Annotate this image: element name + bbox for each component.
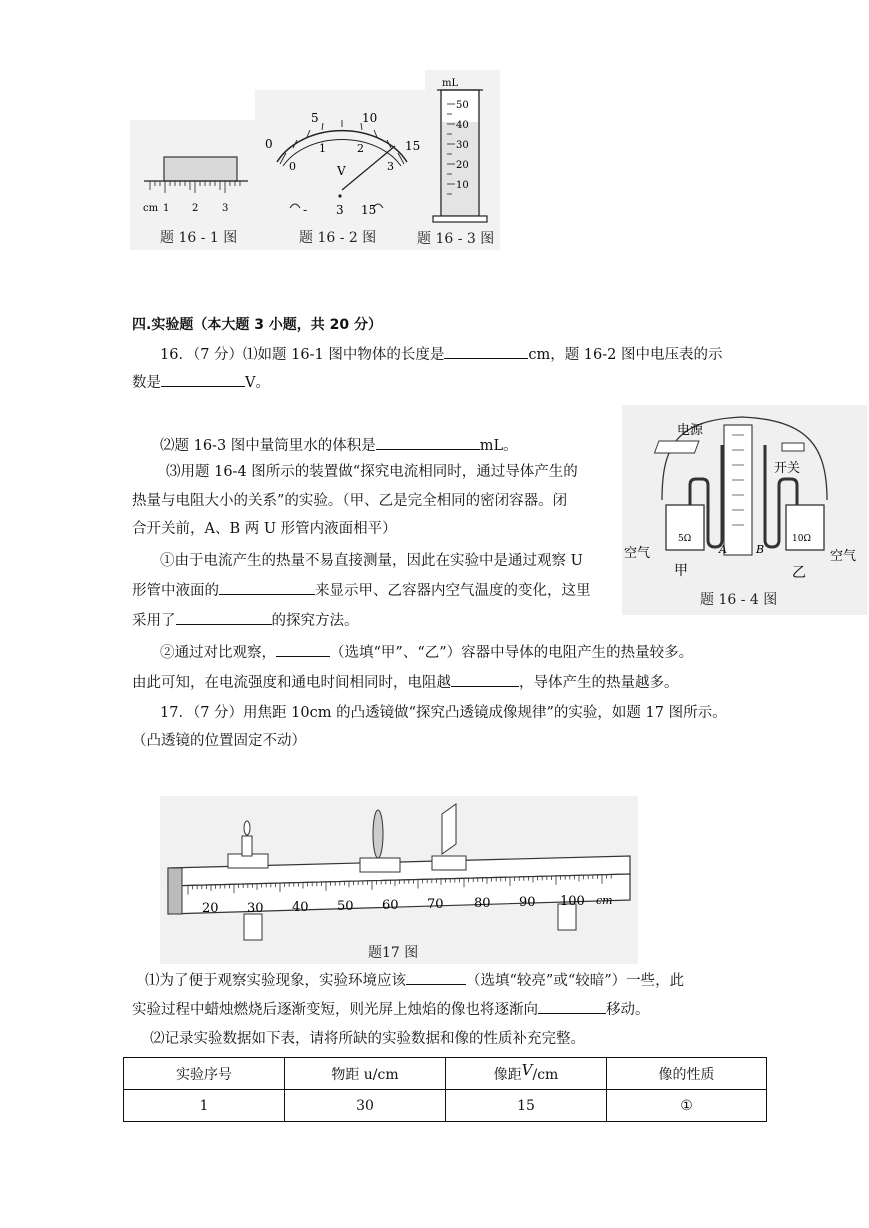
q16-text: 数是 [132,375,161,391]
cylinder-label: 50 [456,100,469,111]
terminal-label: 15 [361,203,377,217]
voltmeter-unit: V [337,164,346,178]
q17-text: 移动。 [606,1002,650,1018]
bench-scale-label: 20 [202,901,219,916]
voltmeter-inner-label: 1 [319,142,326,155]
figure-16-2-voltmeter [255,90,425,250]
q16-sub1-line1: ①由于电流产生的热量不易直接测量，因此在实验中是通过观察 U [160,553,583,569]
ruler-unit: cm [143,203,159,214]
candle [242,836,252,856]
table-cell-answer[interactable]: ① [607,1090,767,1122]
experiment-data-table [123,1057,767,1122]
table-cell: 1 [124,1090,285,1122]
q16-text: 形管中液面的 [132,583,219,599]
voltmeter-outer-label: 15 [405,139,421,153]
measured-block [164,157,237,181]
voltmeter-diagram [255,90,425,250]
switch [782,443,804,451]
q16-sub2-line1 [160,642,693,663]
ruler-tick-label: 1 [163,203,170,214]
figure-16-1-ruler [130,120,255,250]
ruler-tick-label: 3 [222,203,229,214]
q16-text: ⑵题 16-3 图中量筒里水的体积是 [160,438,376,454]
bench-scale-label: 40 [292,900,309,915]
answer-blank-volume[interactable] [376,435,480,450]
answer-blank-liquid-level[interactable] [219,580,315,595]
answer-blank-direction[interactable] [538,999,606,1014]
q16-sub1-line2 [132,580,591,601]
figure-16-4-circuit [622,405,867,615]
cylinder-diagram [425,70,500,250]
terminal-label: - [303,203,308,217]
cylinder-label: 20 [456,160,469,171]
answer-blank-container[interactable] [276,642,330,657]
q16-part3-line2: 热量与电阻大小的关系”的实验。（甲、乙是完全相同的密闭容器。闭 [132,493,568,509]
q16-text: 16．（7 分）⑴如题 16-1 图中物体的长度是 [160,347,445,363]
cylinder-label: 10 [456,180,469,191]
bench-scale-label: 60 [382,898,399,913]
q16-line1 [160,344,723,365]
light-screen [442,804,456,854]
table-header-cell: 物距 u/cm [285,1058,446,1090]
table-cell: 15 [446,1090,607,1122]
table-cell: 30 [285,1090,446,1122]
q17-part1-line1 [145,970,684,991]
q16-part3-line1: ⑶用题 16-4 图所示的装置做“探究电流相同时，通过导体产生的 [166,464,578,480]
circuit-diagram [622,405,867,615]
q17-line2: （凸透镜的位置固定不动） [132,733,306,749]
answer-blank-voltage[interactable] [161,372,245,387]
header-text: 像距 [493,1066,522,1083]
figure-16-3-cylinder [417,70,500,250]
voltmeter-outer-label: 0 [265,137,273,151]
q16-text: mL。 [479,438,518,454]
voltmeter-outer-label: 10 [362,111,378,125]
bench-scale-label: 70 [427,897,444,912]
q16-part2 [160,435,518,456]
answer-blank-method[interactable] [176,610,272,625]
table-header-cell: 像的性质 [607,1058,767,1090]
figure-caption: 题 16 - 1 图 [160,230,238,246]
q17-text: 实验过程中蜡烛燃烧后逐渐变短，则光屏上烛焰的像也将逐渐向 [132,1002,538,1018]
q17-text: （选填“较亮”或“较暗”）一些，此 [466,973,685,989]
air-label: 空气 [830,549,857,564]
figure-caption: 题 16 - 2 图 [299,230,377,246]
q16-line2 [132,372,270,393]
q16-text: 来显示甲、乙容器内空气温度的变化，这里 [315,583,591,599]
cylinder-label: 40 [456,120,469,131]
power-supply [655,441,699,453]
air-label: 空气 [624,546,651,561]
figure-caption: 题17 图 [368,945,419,961]
q16-text: 的探究方法。 [271,613,359,629]
answer-blank-resistance[interactable] [451,672,519,687]
bench-scale-label: 50 [337,899,354,914]
cylinder-unit: mL [442,78,459,89]
figure-17-optical-bench [160,796,638,964]
voltmeter-inner-label: 0 [289,160,296,173]
bench-scale-label: 80 [474,896,491,911]
q16-sub1-line3 [132,610,359,631]
power-label: 电源 [677,423,704,438]
q16-part3-line3: 合开关前，A、B 两 U 形管内液面相平） [132,521,397,537]
voltmeter-inner-label: 2 [357,142,364,155]
switch-label: 开关 [774,461,801,476]
figure-caption: 题 16 - 3 图 [417,231,495,247]
candle-flame [244,821,250,835]
resistor-label: 10Ω [792,534,811,544]
table-row [124,1090,767,1122]
q16-text: 采用了 [132,613,176,629]
q17-part2: ⑵记录实验数据如下表，请将所缺的实验数据和像的性质补充完整。 [150,1031,585,1047]
container-label-yi: 乙 [792,565,806,581]
terminal-label: 3 [336,203,344,217]
convex-lens [373,810,383,858]
q16-text: cm，题 16-2 图中电压表的示 [528,347,723,363]
image-distance-symbol: V [521,1060,533,1079]
container-label-jia: 甲 [674,563,688,579]
q16-text: ②通过对比观察， [160,645,276,661]
bench-scale-label: 100 [560,894,585,909]
ruler-tick-label: 2 [192,203,199,214]
voltmeter-outer-label: 5 [311,111,319,125]
q17-text: ⑴为了便于观察实验现象，实验环境应该 [145,973,406,989]
bench-unit: cm [596,894,613,907]
cylinder-label: 30 [456,140,469,151]
q16-text: V。 [245,375,270,391]
tube-label-b: B [756,543,765,556]
ruler-ticks [150,181,240,193]
bench-scale-label: 90 [519,895,536,910]
q16-text: （选填“甲”、“乙”）容器中导体的电阻产生的热量较多。 [330,645,694,661]
resistor-label: 5Ω [678,534,692,544]
section-heading: 四.实验题（本大题 3 小题，共 20 分） [132,317,383,333]
figure-caption: 题 16 - 4 图 [700,592,778,608]
optical-bench-diagram [160,796,638,964]
answer-blank-environment[interactable] [406,970,466,985]
scale-board [724,425,752,555]
q16-text: 由此可知，在电流强度和通电时间相同时，电阻越 [132,675,451,691]
answer-blank-length[interactable] [444,344,528,359]
table-header-cell: 实验序号 [124,1058,285,1090]
header-text: /cm [532,1066,559,1083]
q17-part1-line2 [132,999,650,1020]
voltmeter-inner-label: 3 [387,160,394,173]
q16-sub2-line2 [132,672,679,693]
table-header-cell [446,1058,607,1090]
bench-scale-label: 30 [247,901,264,916]
table-header-row [124,1058,767,1090]
tube-label-a: A [719,543,727,556]
q16-text: ，导体产生的热量越多。 [519,675,679,691]
q17-line1: 17．（7 分）用焦距 10cm 的凸透镜做“探究凸透镜成像规律”的实验，如题 17 图所示。 [160,705,727,721]
